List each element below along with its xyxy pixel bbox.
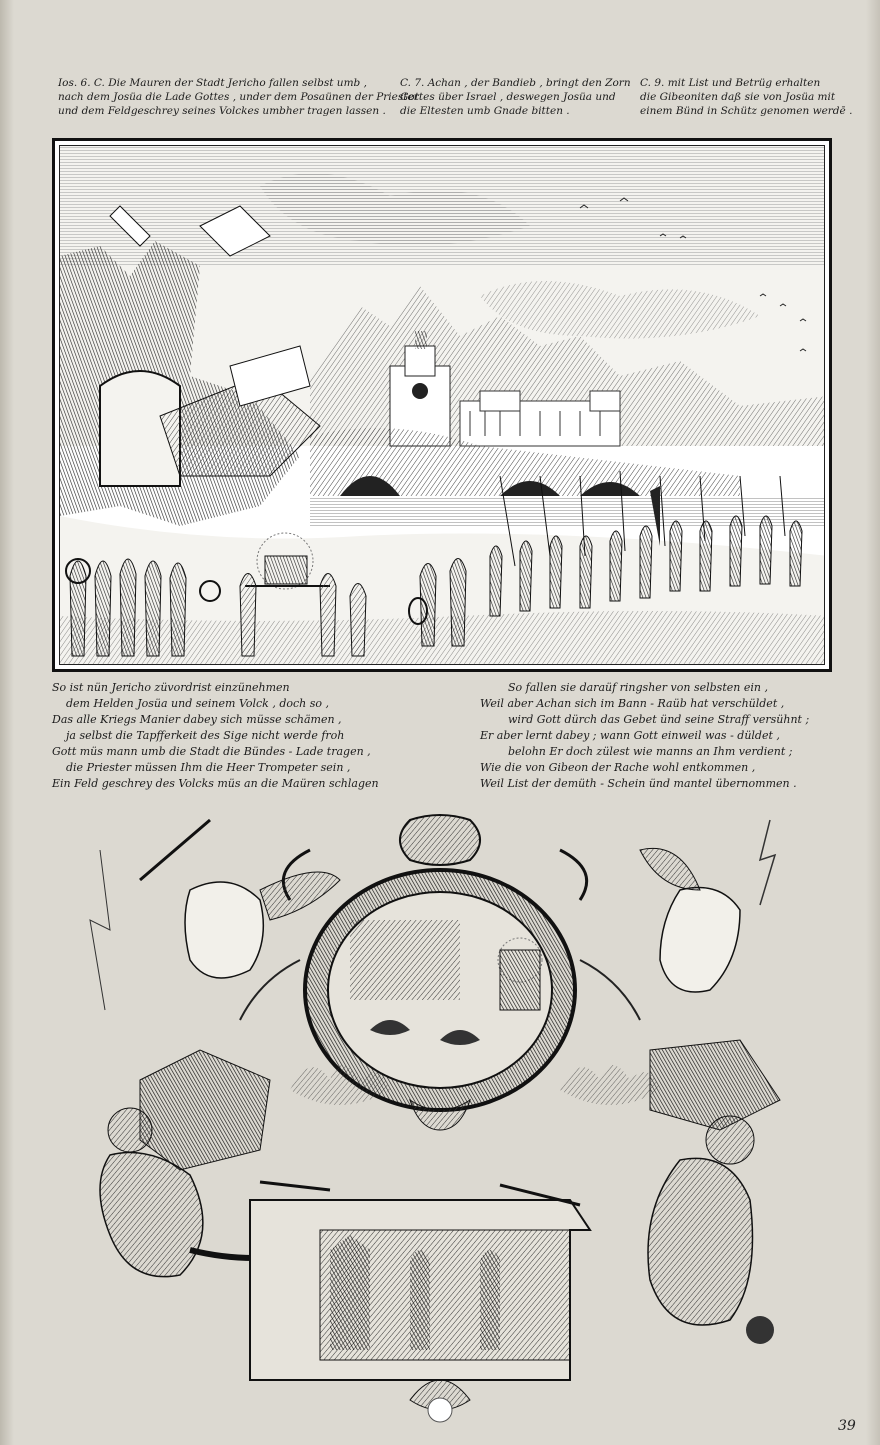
verse-line: Weil List der demüth - Schein ünd mantel übernommen . xyxy=(480,777,797,790)
caption-line: die Eltesten umb Gnade bitten . xyxy=(400,105,570,117)
paper-edge-left xyxy=(0,0,14,1445)
caption-line: und dem Feldgeschrey seines Volckes umbher tragen lassen . xyxy=(58,105,386,117)
lower-panel-tent-scene xyxy=(250,1182,590,1380)
jericho-scene xyxy=(59,145,825,665)
caption-line: nach dem Josüa die Lade Gottes , under dem Posaünen der Priester xyxy=(58,91,419,103)
verse-line: belohn Er doch zülest wie manns an Ihm verdient ; xyxy=(508,745,793,758)
fallen-figure-right xyxy=(648,1116,774,1344)
right-angel-with-lightning xyxy=(640,820,775,992)
engraving-frame xyxy=(52,138,832,672)
verse-line: Er aber lernt dabey ; wann Gott einweil was - düldet , xyxy=(480,729,780,742)
verse-line: Gott müs mann umb die Stadt die Bündes - Lade tragen , xyxy=(52,745,371,758)
caption-line: C. 7. Achan , der Bandieb , bringt den Zorn xyxy=(400,77,631,89)
caption-line: die Gibeoniten daß sie von Josüa mit xyxy=(640,91,836,103)
verse-left xyxy=(52,680,379,792)
verse-line: So fallen sie daraüf ringsher von selbsten ein , xyxy=(508,681,768,694)
verse-line: So ist nün Jericho züvordrist einzünehmen xyxy=(52,681,290,694)
caption-line: einem Bünd in Schütz genomen werdē . xyxy=(640,105,853,117)
emblem-vignette xyxy=(80,810,820,1430)
caption-joshua-9 xyxy=(640,76,852,118)
page-number: 39 xyxy=(838,1418,856,1434)
caption-joshua-7 xyxy=(400,76,631,118)
emblem-illustration xyxy=(80,810,820,1430)
verse-line: Wie die von Gibeon der Rache wohl entkommen , xyxy=(480,761,756,774)
verse-line: dem Helden Josüa und seinem Volck , doch so , xyxy=(66,697,330,710)
verse-line: Ein Feld geschrey des Volcks müs an die Maüren schlagen xyxy=(52,777,379,790)
verse-line: Das alle Kriegs Manier dabey sich müsse schämen , xyxy=(52,713,342,726)
verse-line: die Priester müssen Ihm die Heer Trompeter sein , xyxy=(66,761,351,774)
verse-line: ja selbst die Tapfferkeit des Sige nicht werde froh xyxy=(66,729,345,742)
caption-line: Gottes über Israel , deswegen Josüa und xyxy=(400,91,616,103)
paper-edge-right xyxy=(866,0,880,1445)
left-cherub-with-sword xyxy=(90,820,340,1010)
verse-line: Weil aber Achan sich im Bann - Raüb hat verschüldet , xyxy=(480,697,785,710)
caption-line: C. 9. mit List und Betrüg erhalten xyxy=(640,77,821,89)
verse-line: wird Gott dürch das Gebet ünd seine Straff versühnt ; xyxy=(508,713,810,726)
verse-right xyxy=(480,680,809,792)
jericho-illustration xyxy=(60,146,825,665)
caption-line: Ios. 6. C. Die Mauren der Stadt Jericho fallen selbst umb , xyxy=(58,77,367,89)
caption-joshua-6 xyxy=(58,76,419,118)
